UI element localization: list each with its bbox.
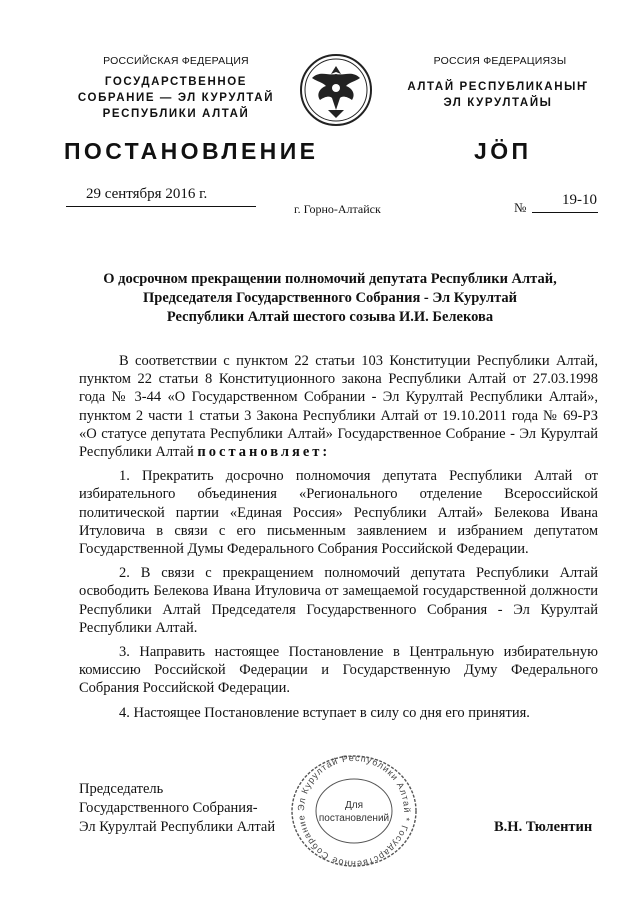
document-city: г. Горно-Алтайск [294, 202, 381, 216]
preamble-paragraph [79, 352, 598, 461]
document-date: 29 сентября 2016 г. [86, 186, 208, 202]
stamp-ring-text: Эл Курултай Республики Алтай * Государственное Собрание [295, 752, 413, 870]
document-number: 19-10 [562, 192, 597, 208]
item-paragraph-2: 2. В связи с прекращением полномочий депутата Республики Алтай освободить Белекова Ивана Итуловича от замещаемой государственной должности Республики Алтай Председателя Государственного Собрания - Эл Курултай Республики Алтай. [79, 565, 598, 636]
heading-line-3: Республики Алтай шестого созыва И.И. Белекова [166, 309, 494, 325]
document-heading [60, 270, 600, 327]
document-body [79, 352, 598, 722]
signatory-position [79, 780, 275, 837]
left-organization [60, 74, 292, 122]
coat-of-arms-icon [298, 52, 374, 128]
left-country: РОССИЙСКАЯ ФЕДЕРАЦИЯ [103, 55, 249, 67]
heading-line-2: Председателя Государственного Собрания - Эл Курултай [143, 290, 517, 306]
official-stamp [288, 752, 420, 870]
right-org-line-1: АЛТАЙ РЕСПУБЛИКАНЫҤ [407, 81, 589, 93]
position-line-2: Государственного Собрания- [79, 800, 258, 816]
right-organization [392, 79, 604, 111]
decides-keyword: постановляет: [197, 444, 331, 461]
right-org-line-2: ЭЛ КУРУЛТАЙЫ [443, 97, 553, 109]
stamp-inner-line-2: постановлений [318, 813, 390, 824]
heading-line-1: О досрочном прекращении полномочий депутата Республики Алтай, [103, 271, 557, 287]
document-type-title: ПОСТАНОВЛЕНИЕ [64, 138, 319, 164]
left-org-line-2: СОБРАНИЕ — ЭЛ КУРУЛТАЙ [77, 92, 275, 104]
left-org-line-1: ГОСУДАРСТВЕННОЕ [104, 76, 248, 88]
position-line-1: Председатель [79, 781, 164, 797]
item-paragraph-4: 4. Настоящее Постановление вступает в силу со дня его принятия. [119, 704, 530, 721]
number-prefix: № [514, 200, 527, 215]
number-underline [532, 212, 598, 213]
signatory-name: В.Н. Тюлентин [494, 819, 593, 835]
right-country: РОССИЯ ФЕДЕРАЦИЯЗЫ [433, 55, 567, 67]
left-org-line-3: РЕСПУБЛИКИ АЛТАЙ [102, 108, 250, 120]
document-type-title-altai: JӦП [474, 138, 532, 164]
preamble-text: В соответствии с пунктом 22 статьи 103 Конституции Республики Алтай, пунктом 22 статьи 8 Конституционного закона Республики Алтай от 27.03.1998 года № 3-44 «О Государственном Собрании - Эл Курултай Республики Алтай», пунктом 2 части 1 статьи 3 Закона Республики Алтай от 19.10.2011 года № 69-РЗ «О статусе депутата Республики Алтай» Государственное Собрание - Эл Курултай Республики Алтай [79, 353, 598, 461]
stamp-inner-line-1: Для [344, 800, 364, 811]
position-line-3: Эл Курултай Республики Алтай [79, 819, 276, 835]
date-underline [66, 206, 256, 207]
item-paragraph-1: 1. Прекратить досрочно полномочия депутата Республики Алтай от избирательного объединения «Регионального отделение Всероссийской политической партии «Единая Россия» Республики Алтай» Белекова Ивана Итуловича в связи с его письменным заявлением и избранием депутатом Государственной Думы Федерального Собрания Российской Федерации. [79, 468, 598, 558]
item-paragraph-3: 3. Направить настоящее Постановление в Центральную избирательную комиссию Российской Федерации и Государственную Думу Федерального Собрания Российской Федерации. [79, 644, 598, 697]
